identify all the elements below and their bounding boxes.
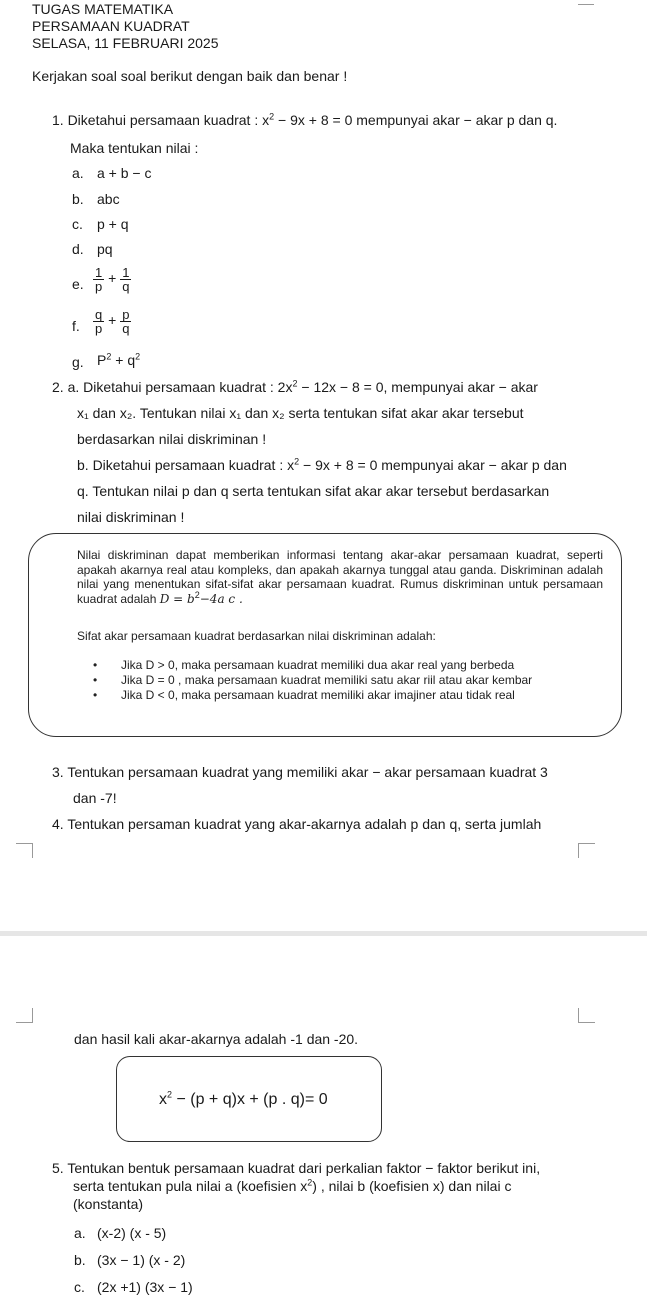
q1-eq-rest: − 9x + 8 = 0 — [274, 112, 353, 128]
q1-e-den-1: p — [95, 279, 103, 294]
q2b-line-1 — [77, 457, 567, 473]
q5-line-2-pre: serta tentukan pula nilai a (koefisien — [73, 1178, 301, 1194]
q1-e-frac-1 — [93, 266, 104, 293]
q1-eq-sup: 2 — [269, 111, 275, 122]
q5-b-label: b. — [74, 1252, 86, 1268]
q5-line-1: 5. Tentukan bentuk persamaan kuadrat dari perkalian faktor − faktor berikut ini, — [52, 1160, 541, 1176]
q1-f-num-2: p — [122, 307, 130, 322]
title-date: SELASA, 11 FEBRUARI 2025 — [32, 35, 219, 51]
info-text: Nilai diskriminan dapat memberikan informasi tentang akar-akar persamaan kuadrat, seperti apakah akarnya real atau kompleks, dan apakah akarnya tunggal atau ganda. Diskriminan adalah nilai yang menentukan sifat-sifat akar persamaan kuadrat. Rumus diskriminan untuk persamaan kuadrat adalah — [77, 548, 603, 606]
info-formula-sup: 2 — [194, 589, 200, 600]
q1-f-frac-1 — [93, 308, 104, 335]
q1-a-label: a. — [72, 165, 84, 181]
q1-b-label: b. — [72, 191, 84, 207]
q1-d-label: d. — [72, 241, 84, 257]
q2b-line-1-pre: b. Diketahui persamaan kuadrat : x — [77, 457, 295, 473]
q3-line-1: 3. Tentukan persamaan kuadrat yang memiliki akar − akar persamaan kuadrat 3 — [52, 764, 548, 780]
q5-c-text: (2x +1) (3x − 1) — [97, 1279, 193, 1295]
q2b-line-1-post: − 9x + 8 = 0 mempunyai akar − akar p dan — [299, 457, 567, 473]
q2b-line-3: nilai diskriminan ! — [77, 509, 185, 525]
q1-e-expression — [93, 266, 131, 293]
info-paragraph-1 — [77, 548, 603, 606]
q2a-line-2: x₁ dan x₂. Tentukan nilai x₁ dan x₂ serta tentukan sifat akar akar tersebut — [77, 405, 524, 421]
q1-f-frac-2 — [120, 308, 131, 335]
q1-f-den-1: p — [95, 321, 103, 336]
q1-e-plus: + — [108, 270, 117, 287]
q4-line-2: dan hasil kali akar-akarnya adalah -1 dan -20. — [74, 1031, 359, 1047]
q1-g-sup-1: 2 — [106, 351, 112, 362]
q1-a-text: a + b − c — [97, 165, 152, 181]
q1-c-label: c. — [72, 216, 83, 232]
title-line-2: PERSAMAAN KUADRAT — [32, 18, 190, 34]
info-paragraph-2: Sifat akar persamaan kuadrat berdasarkan nilai diskriminan adalah: — [77, 629, 436, 643]
corner-mark-2 — [578, 843, 595, 858]
discriminant-info-box — [28, 533, 622, 737]
info-bullet-1: • Jika D > 0, maka persamaan kuadrat memiliki dua akar real yang berbeda — [121, 658, 532, 673]
corner-mark-4 — [578, 1008, 595, 1023]
q2a-line-1-pre: 2. a. Diketahui persamaan kuadrat : 2x — [52, 379, 293, 395]
q1-e-den-2: q — [122, 279, 130, 294]
info-formula: D = b — [159, 591, 195, 606]
q5-c-label: c. — [74, 1279, 85, 1295]
q1-c-text: p + q — [97, 216, 129, 232]
q1-d-text: pq — [97, 241, 113, 257]
q4-formula-box — [116, 1056, 382, 1142]
q2b-sup: 2 — [294, 456, 300, 467]
q5-line-3: (konstanta) — [73, 1196, 144, 1212]
q1-intro-tail: mempunyai akar − akar p dan q. — [352, 112, 558, 128]
info-formula-tail: −4a c . — [199, 591, 243, 606]
q1-e-num-2: 1 — [122, 265, 130, 280]
corner-mark-3 — [16, 1008, 33, 1023]
q1-e-frac-2 — [120, 266, 131, 293]
info-bullet-2: • Jika D = 0 , maka persamaan kuadrat memiliki satu akar riil atau akar kembar — [121, 673, 532, 688]
q1-e-label: e. — [72, 276, 84, 292]
q1-statement — [52, 112, 557, 128]
instruction: Kerjakan soal soal berikut dengan baik dan benar ! — [32, 68, 348, 84]
q1-g-plus-q: + q — [111, 352, 136, 368]
q1-f-plus: + — [108, 312, 117, 329]
q2b-line-2: q. Tentukan nilai p dan q serta tentukan sifat akar akar tersebut berdasarkan — [77, 483, 550, 499]
q1-eq-x: x — [262, 112, 270, 128]
q1-f-den-2: q — [122, 321, 130, 336]
q1-g-p: P — [97, 352, 107, 368]
q2a-line-3: berdasarkan nilai diskriminan ! — [77, 431, 267, 447]
q1-f-expression — [93, 308, 131, 335]
q4-formula-sup: 2 — [167, 1089, 173, 1100]
title-line-1: TUGAS MATEMATIKA — [32, 1, 174, 17]
q1-g-expression — [97, 352, 140, 368]
q5-line-2-post: ) , nilai b (koefisien x) dan nilai c — [312, 1178, 512, 1194]
q3-line-2: dan -7! — [73, 790, 117, 806]
q5-line-2-sup: 2 — [307, 1177, 313, 1188]
q1-b-text: abc — [97, 191, 120, 207]
corner-mark-top — [578, 0, 594, 5]
q5-b-text: (3x − 1) (x - 2) — [97, 1252, 186, 1268]
q4-formula — [159, 1091, 328, 1109]
q2a-sup: 2 — [292, 378, 298, 389]
q1-e-num-1: 1 — [95, 265, 103, 280]
q4-formula-x: x — [159, 1091, 167, 1108]
q1-f-label: f. — [72, 318, 80, 334]
q4-line-1: 4. Tentukan persaman kuadrat yang akar-akarnya adalah p dan q, serta jumlah — [52, 816, 542, 832]
q5-a-text: (x-2) (x - 5) — [97, 1225, 167, 1241]
info-bullet-list — [121, 658, 532, 703]
q4-formula-rest: − (p + q)x + (p . q)= 0 — [172, 1091, 328, 1108]
info-bullet-3: • Jika D < 0, maka persamaan kuadrat memiliki akar imajiner atau tidak real — [121, 688, 532, 703]
q1-prompt: Maka tentukan nilai : — [70, 140, 199, 156]
q1-f-num-1: q — [95, 307, 103, 322]
q1-intro: 1. Diketahui persamaan kuadrat : — [52, 112, 263, 128]
q5-line-2-x: x — [300, 1178, 308, 1194]
page-separator — [0, 931, 647, 936]
q2a-line-1-post: − 12x − 8 = 0, mempunyai akar − akar — [297, 379, 538, 395]
q1-g-label: g. — [72, 354, 84, 370]
q5-a-label: a. — [74, 1225, 86, 1241]
q1-g-sup-2: 2 — [135, 351, 141, 362]
q2a-line-1 — [52, 379, 538, 395]
corner-mark-1 — [16, 843, 33, 858]
q5-line-2 — [73, 1178, 511, 1194]
